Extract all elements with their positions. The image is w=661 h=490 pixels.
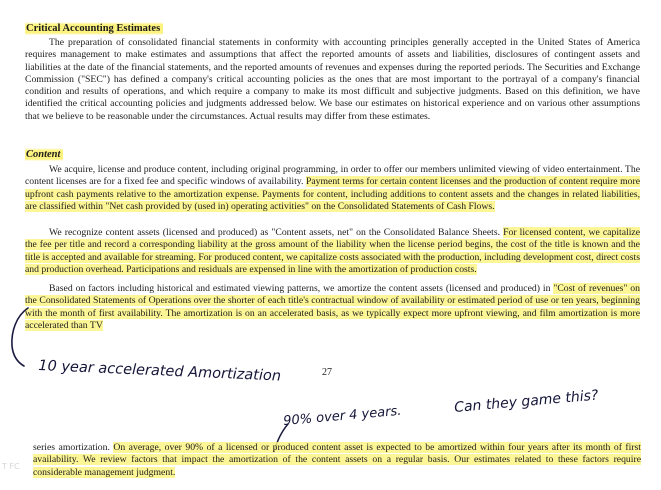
content-p3-plain: Based on factors including historical and estimated viewing patterns, we amortize the content assets (licensed and produced) in (49, 283, 551, 294)
critical-estimates-paragraph (25, 37, 640, 123)
page-number: 27 (322, 367, 332, 378)
content-p2-highlight: For licensed content, we capitalize the fee per title and record a corresponding liability at the gross amount of the liability when the license period begins, the cost of the title is known and the title is accepted and available for streaming. For produced content, we capitalize costs associated with the production, including development cost, direct costs and production overhead. Participations and residuals are expensed in line with the amortization of production costs. (25, 227, 640, 275)
critical-estimates-heading-text: Critical Accounting Estimates (25, 22, 163, 35)
margin-mark: T FC (2, 462, 20, 471)
content-paragraph-2 (25, 227, 640, 276)
continuation-highlight: On average, over 90% of a licensed or produced content asset is expected to be amortized within four years after its month of first availability. We review factors that impact the amortization of the content assets on a regular basis. Our estimates related to these factors require considerable management judgment. (33, 442, 641, 478)
content-p3-highlight: "Cost of revenues" on the Consolidated Statements of Operations over the shorter of each title's contractual window of availability or estimated period of use or ten years, beginning with the month of first availability. The amortization is on an accelerated basis, as we typically expect more upfront viewing, and film amortization is more accelerated than TV (25, 283, 640, 331)
content-p1-plain: We acquire, license and produce content, including original programming, in order to offer our members unlimited viewing of video entertainment. The content licenses are for a fixed fee and specific windows of availability. (25, 164, 640, 188)
continuation-plain: series amortization. (33, 442, 110, 453)
continuation-paragraph (33, 442, 641, 479)
content-paragraph-3 (25, 283, 640, 332)
handwritten-note-question: Can they game this? (453, 387, 599, 416)
content-heading-text: Content (25, 148, 63, 161)
content-p2-plain: We recognize content assets (licensed and produced) as "Content assets, net" on the Consolidated Balance Sheets. (49, 227, 501, 238)
handwritten-note-amortization: 10 year accelerated Amortization (38, 358, 282, 385)
critical-estimates-text: The preparation of consolidated financial statements in conformity with accounting principles generally accepted in the United States of America requires management to make estimates and assumptions that affect the reported amounts of assets and liabilities, disclosures of contingent assets and liabilities at the date of the financial statements, and the reported amounts of revenues and expenses during the reported periods. The Securities and Exchange Commission ("SEC") has defined a company's critical accounting policies as the ones that are most important to the portrayal of a company's financial condition and results of operations, and which require a company to make its most difficult and subjective judgments. Based on this definition, we have identified the critical accounting policies and judgments addressed below. We base our estimates on historical experience and on various other assumptions that we believe to be reasonable under the circumstances. Actual results may differ from these estimates. (25, 37, 640, 122)
critical-estimates-heading (25, 22, 163, 35)
content-heading (25, 148, 63, 161)
content-p1-highlight: Payment terms for certain content licenses and the production of content require more upfront cash payments relative to the amortization expense. Payments for content, including additions to content assets and the changes in related liabilities, are classified within "Net cash provided by (used in) operating activities" on the Consolidated Statements of Cash Flows. (25, 176, 641, 212)
handwritten-note-ninety-percent: 90% over 4 years. (282, 403, 403, 429)
margin-bracket (2, 300, 36, 370)
content-paragraph-1 (25, 164, 640, 213)
